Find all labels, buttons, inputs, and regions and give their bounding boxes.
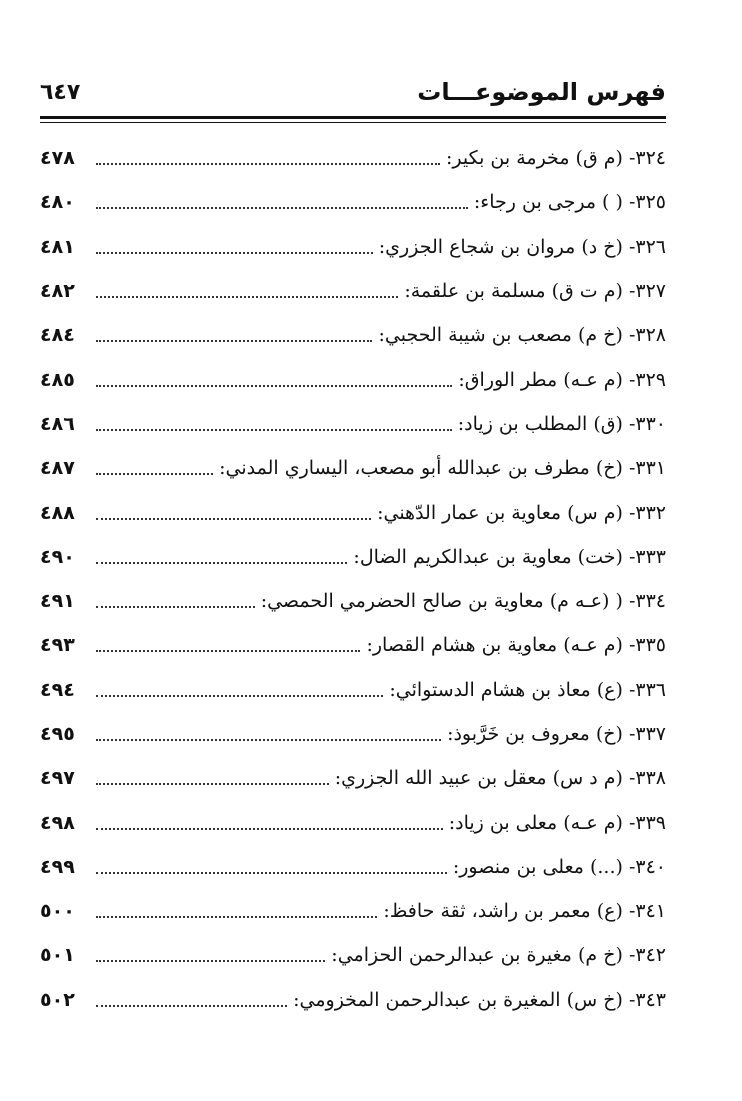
- toc-entry: [40, 535, 666, 579]
- dot-leader: [96, 163, 440, 165]
- dot-leader: [96, 296, 398, 298]
- toc-entry: [40, 623, 666, 667]
- page-header: [40, 72, 666, 112]
- toc-entry-page: ٥٠٠: [40, 900, 75, 923]
- toc-entry-page: ٤٩١: [40, 590, 75, 613]
- dot-leader: [96, 429, 452, 431]
- toc-entry: [40, 490, 666, 534]
- toc-entry: [40, 313, 666, 357]
- toc-entry: [40, 225, 666, 269]
- toc-entry-page: ٤٩٠: [40, 545, 75, 568]
- toc-entry: [40, 712, 666, 756]
- toc-entry: [40, 446, 666, 490]
- toc-entry-page: ٤٩٧: [40, 767, 75, 790]
- dot-leader: [96, 606, 255, 608]
- toc-entry-text: ٣٣٦- (ع) معاذ بن هشام الدستوائي:: [389, 678, 666, 701]
- dot-leader: [96, 252, 373, 254]
- toc-entry-text: ٣٣١- (خ) مطرف بن عبدالله أبو مصعب، اليساري المدني:: [219, 457, 666, 480]
- toc-entry-page: ٤٩٤: [40, 678, 75, 701]
- toc-entry-page: ٤٨٠: [40, 191, 75, 214]
- toc-entry-page: ٤٧٨: [40, 147, 75, 170]
- toc-entry-text: ٣٤٣- (خ س) المغيرة بن عبدالرحمن المخزومي:: [293, 988, 666, 1011]
- toc-entry-page: ٤٩٨: [40, 811, 75, 834]
- toc-entry-text: ٣٢٩- (م عـه) مطر الوراق:: [458, 368, 666, 391]
- dot-leader: [96, 340, 372, 342]
- toc-entry: [40, 889, 666, 933]
- toc-entry-text: ٣٢٨- (خ م) مصعب بن شيبة الحجبي:: [378, 324, 666, 347]
- toc-entry-page: ٥٠٢: [40, 988, 75, 1011]
- toc-entry-page: ٤٨٧: [40, 457, 75, 480]
- dot-leader: [96, 518, 371, 520]
- toc-entry-text: ٣٢٥- ( ) مرجى بن رجاء:: [473, 191, 666, 214]
- header-rule-thin: [40, 122, 666, 123]
- toc-entry: [40, 756, 666, 800]
- dot-leader: [96, 783, 329, 785]
- dot-leader: [96, 739, 441, 741]
- toc-entry: [40, 800, 666, 844]
- toc-entry: [40, 136, 666, 180]
- toc-entry-text: ٣٤٢- (خ م) مغيرة بن عبدالرحمن الحزامي:: [331, 944, 666, 967]
- toc-entry-page: ٤٨١: [40, 235, 75, 258]
- toc-entry-text: ٣٣٤- ( (عـه م) معاوية بن صالح الحضرمي الحمصي:: [260, 590, 666, 613]
- dot-leader: [96, 207, 468, 209]
- toc-entry: [40, 933, 666, 977]
- toc-entry-page: ٤٨٢: [40, 280, 75, 303]
- toc-entry-text: ٣٢٧- (م ت ق) مسلمة بن علقمة:: [404, 280, 666, 303]
- toc-entry-text: ٣٢٤- (م ق) مخرمة بن بكير:: [445, 147, 666, 170]
- toc-entry-page: ٤٩٩: [40, 855, 75, 878]
- dot-leader: [96, 385, 452, 387]
- toc-list: [40, 136, 666, 1022]
- toc-entry-page: ٤٨٥: [40, 368, 75, 391]
- dot-leader: [96, 1005, 287, 1007]
- toc-entry: [40, 978, 666, 1022]
- toc-entry-page: ٤٨٨: [40, 501, 75, 524]
- toc-entry-text: ٣٣٥- (م عـه) معاوية بن هشام القصار:: [366, 634, 666, 657]
- toc-entry-page: ٥٠١: [40, 944, 75, 967]
- toc-entry-text: ٣٣٩- (م عـه) معلى بن زياد:: [448, 811, 666, 834]
- toc-entry: [40, 402, 666, 446]
- toc-entry: [40, 845, 666, 889]
- page-number: ٦٤٧: [40, 79, 81, 105]
- toc-entry: [40, 269, 666, 313]
- toc-entry-text: ٣٣٧- (خ) معروف بن خَرَّبوذ:: [447, 723, 666, 745]
- dot-leader: [96, 562, 347, 564]
- toc-entry-page: ٤٨٤: [40, 324, 75, 347]
- toc-entry-page: ٤٨٦: [40, 412, 75, 435]
- toc-entry-text: ٣٤٠- (...) معلى بن منصور:: [452, 855, 666, 878]
- dot-leader: [96, 828, 443, 830]
- toc-entry: [40, 579, 666, 623]
- toc-entry-text: ٣٣٠- (ق) المطلب بن زياد:: [457, 412, 666, 435]
- toc-entry: [40, 357, 666, 401]
- toc-entry-text: ٣٣٨- (م د س) معقل بن عبيد الله الجزري:: [334, 767, 666, 790]
- toc-entry: [40, 668, 666, 712]
- dot-leader: [96, 916, 377, 918]
- toc-entry: [40, 180, 666, 224]
- dot-leader: [96, 695, 383, 697]
- toc-entry-page: ٤٩٣: [40, 634, 75, 657]
- header-rule-thick: [40, 116, 666, 119]
- dot-leader: [96, 650, 360, 652]
- toc-entry-text: ٣٢٦- (خ د) مروان بن شجاع الجزري:: [378, 235, 666, 258]
- toc-entry-text: ٣٣٣- (خت) معاوية بن عبدالكريم الضال:: [353, 545, 666, 568]
- toc-entry-text: ٣٤١- (ع) معمر بن راشد، ثقة حافظ:: [383, 900, 666, 923]
- header-title: فهرس الموضوعـــات: [417, 78, 666, 106]
- dot-leader: [96, 473, 213, 475]
- toc-entry-page: ٤٩٥: [40, 723, 75, 745]
- dot-leader: [96, 872, 447, 874]
- toc-entry-text: ٣٣٢- (م س) معاوية بن عمار الدّهني:: [377, 501, 666, 524]
- dot-leader: [96, 960, 325, 962]
